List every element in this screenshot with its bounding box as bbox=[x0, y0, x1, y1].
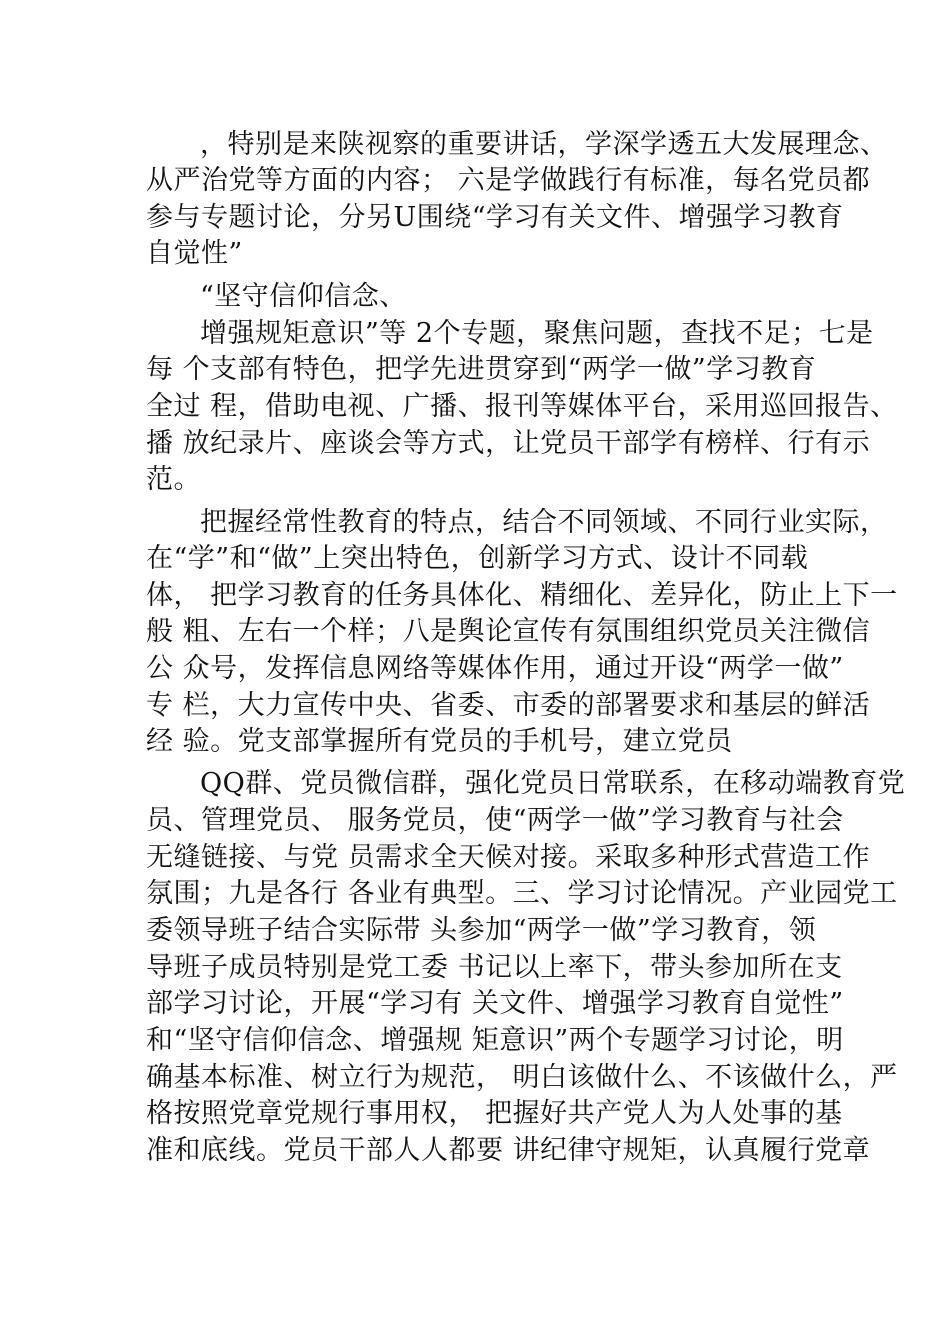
text-line: 导班子成员特别是党工委 书记以上率下，带头参加所在支 bbox=[146, 952, 843, 983]
text-line: 从严治党等方面的内容； 六是学做践行有标准，每名党员都 bbox=[146, 165, 871, 196]
text-line: 体， 把学习教育的任务具体化、精细化、差异化，防止上下一 bbox=[146, 580, 898, 611]
text-line: 部学习讨论，开展“学习有 关文件、增强学习教育自觉性” bbox=[146, 988, 844, 1019]
text-line: 委领导班子结合实际带 头参加“两学一做”学习教育，领 bbox=[146, 915, 817, 946]
text-line: “坚守信仰信念、 bbox=[200, 281, 407, 312]
text-line: 公 众号，发挥信息网络等媒体作用，通过开设“两学一做” bbox=[146, 653, 844, 684]
text-line: 般 粗、左右一个样；八是舆论宣传有氛围组织党员关注微信 bbox=[146, 616, 871, 647]
text-line: ，特别是来陕视察的重要讲话，学深学透五大发展理念、 bbox=[200, 129, 888, 160]
text-line: 经 验。党支部掌握所有党员的手机号，建立党员 bbox=[146, 726, 733, 757]
text-line: 增强规矩意识”等 2个专题，聚焦问题，查找不足；七是 bbox=[200, 318, 874, 349]
text-line: 自觉性” bbox=[146, 238, 243, 269]
text-line: 范。 bbox=[146, 464, 201, 495]
text-line: QQ群、党员微信群，强化党员日常联系，在移动端教育党 bbox=[200, 768, 906, 799]
text-line: 全过 程，借助电视、广播、报刊等媒体平台，采用巡回报告、 bbox=[146, 391, 898, 422]
text-line: 专 栏，大力宣传中央、省委、市委的部署要求和基层的鲜活 bbox=[146, 690, 871, 721]
text-line: 准和底线。党员干部人人都要 讲纪律守规矩，认真履行党章 bbox=[146, 1135, 871, 1166]
text-line: 播 放纪录片、座谈会等方式，让党员干部学有榜样、行有示 bbox=[146, 428, 871, 459]
text-line: 格按照党章党规行事用权， 把握好共产党人为人处事的基 bbox=[146, 1098, 843, 1129]
text-line: 和“坚守信仰信念、增强规 矩意识”两个专题学习讨论，明 bbox=[146, 1025, 844, 1056]
text-line: 每 个支部有特色，把学先进贯穿到“两学一做”学习教育 bbox=[146, 354, 817, 385]
text-line: 员、管理党员、 服务党员，使“两学一做”学习教育与社会 bbox=[146, 805, 844, 836]
text-line: 在“学”和“做”上突出特色，创新学习方式、设计不同载 bbox=[146, 543, 809, 574]
text-line: 参与专题讨论，分另U围绕“学习有关文件、增强学习教育 bbox=[146, 202, 844, 233]
text-line: 确基本标准、树立行为规范， 明白该做什么、不该做什么，严 bbox=[146, 1062, 898, 1093]
text-line: 无缝链接、与党 员需求全天候对接。采取多种形式营造工作 bbox=[146, 842, 871, 873]
text-line: 氛围；九是各行 各业有典型。三、学习讨论情况。产业园党工 bbox=[146, 878, 898, 909]
text-line: 把握经常性教育的特点，结合不同领域、不同行业实际， bbox=[200, 507, 888, 538]
